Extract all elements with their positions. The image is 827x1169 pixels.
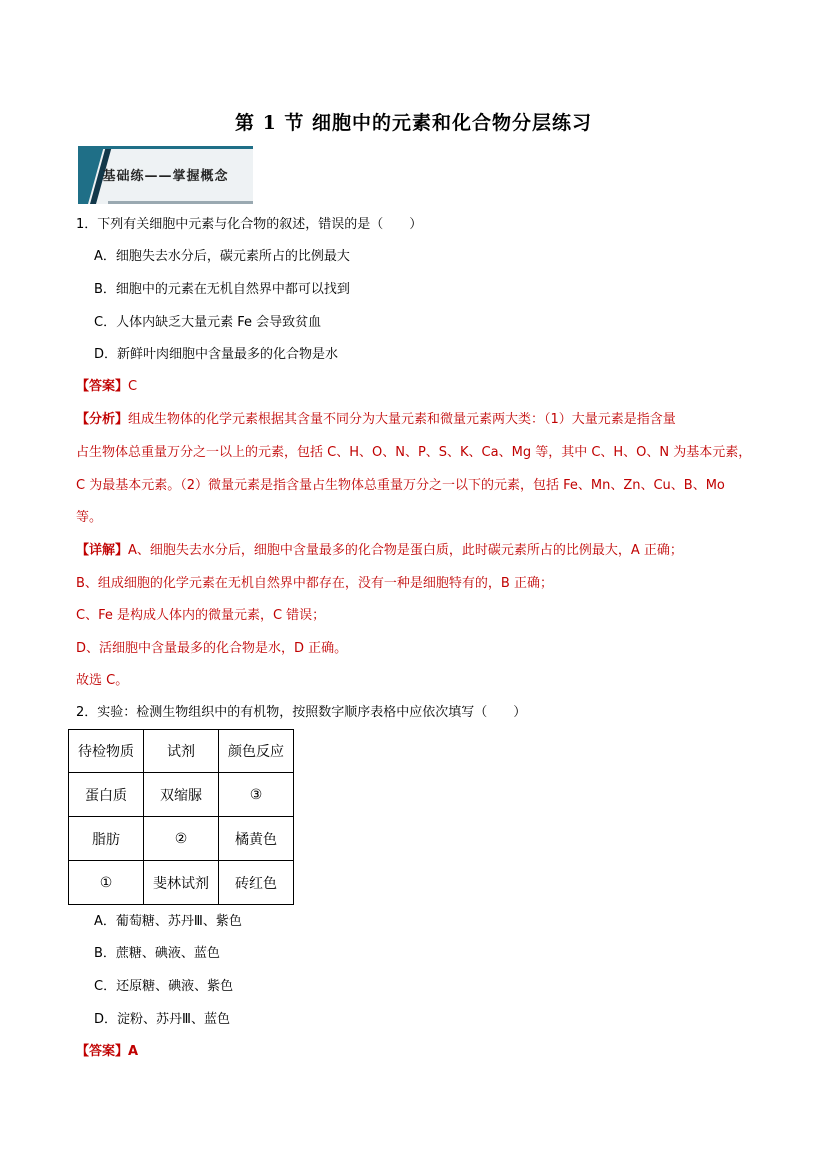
table-cell: 双缩脲 [144,773,219,817]
q1-option-b: B．细胞中的元素在无机自然界中都可以找到 [94,282,350,297]
table-cell: 斐林试剂 [144,861,219,905]
q2-option-a: A．葡萄糖、苏丹Ⅲ、紫色 [94,914,242,929]
q1-analysis-line-3: C 为最基本元素。（2）微量元素是指含量占生物体总重量万分之一以下的元素，包括 Fe、Mn、Zn、Cu、B、Mo [76,478,725,493]
q2-option-c: C．还原糖、碘液、紫色 [94,979,234,994]
q2-option-b: B．蔗糖、碘液、蓝色 [94,946,220,961]
table-row [69,730,294,773]
analysis-tag: 【分析】 [76,412,129,427]
table-cell: 橘黄色 [219,817,294,861]
q1-option-c: C．人体内缺乏大量元素 Fe 会导致贫血 [94,315,322,330]
q1-detail-line-3: C、Fe 是构成人体内的微量元素，C 错误； [76,608,326,623]
table-header-cell: 待检物质 [69,730,144,773]
table-cell: 蛋白质 [69,773,144,817]
banner-label: 基础练——掌握概念 [102,169,229,184]
table-cell: 砖红色 [219,861,294,905]
table-row [69,773,294,817]
q1-detail-line-4: D、活细胞中含量最多的化合物是水，D 正确。 [76,641,348,656]
answer-value: A [128,1044,139,1059]
table-cell: 脂肪 [69,817,144,861]
q1-option-d: D．新鲜叶肉细胞中含量最多的化合物是水 [94,347,339,362]
q1-analysis-line-2: 占生物体总重量万分之一以上的元素，包括 C、H、O、N、P、S、K、Ca、Mg 等，其中 C、H、O、N 为基本元素， [76,445,752,460]
analysis-text: 组成生物体的化学元素根据其含量不同分为大量元素和微量元素两大类：（1）大量元素是指含量 [128,412,676,427]
table-header-cell: 试剂 [144,730,219,773]
q1-answer [76,378,137,396]
q1-analysis-line-1 [76,411,676,429]
answer-tag: 【答案】 [76,1044,129,1059]
q1-detail-line-1 [76,542,683,560]
q1-detail-line-2: B、组成细胞的化学元素在无机自然界中都存在，没有一种是细胞特有的，B 正确； [76,576,553,591]
answer-value: C [128,379,138,394]
table-cell: ① [69,861,144,905]
section-banner [78,146,253,204]
detail-text: A、细胞失去水分后，细胞中含量最多的化合物是蛋白质，此时碳元素所占的比例最大，A 正确； [128,543,683,558]
question-2-stem: 2．实验：检测生物组织中的有机物，按照数字顺序表格中应依次填写（ ） [76,705,527,720]
table-row [69,817,294,861]
question-1-stem: 1．下列有关细胞中元素与化合物的叙述，错误的是（ ） [76,217,423,232]
table-header-cell: 颜色反应 [219,730,294,773]
q1-conclusion: 故选 C。 [76,673,129,688]
table-row [69,861,294,905]
q2-answer [76,1043,138,1061]
table-cell: ③ [219,773,294,817]
q1-analysis-line-4: 等。 [76,510,103,525]
q1-option-a: A．细胞失去水分后，碳元素所占的比例最大 [94,249,350,264]
experiment-table [68,729,294,905]
answer-tag: 【答案】 [76,379,129,394]
detail-tag: 【详解】 [76,543,129,558]
q2-option-d: D．淀粉、苏丹Ⅲ、蓝色 [94,1012,230,1027]
page-title: 第 1 节 细胞中的元素和化合物分层练习 [234,112,593,134]
table-cell: ② [144,817,219,861]
